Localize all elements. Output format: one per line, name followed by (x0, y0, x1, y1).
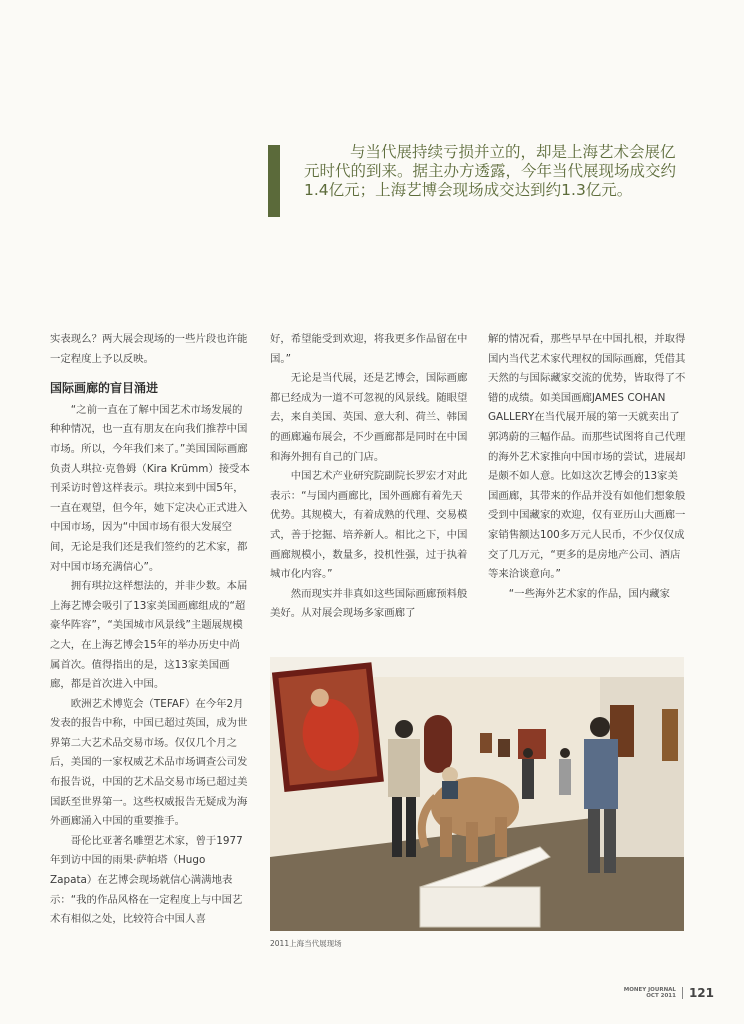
brand-line-2: OCT 2011 (646, 993, 676, 999)
column-3 (488, 330, 688, 604)
paragraph: “一些海外艺术家的作品，国内藏家 (508, 587, 671, 600)
page-number: 121 (688, 986, 714, 1000)
pull-quote-bar (268, 145, 280, 217)
paragraph: 解的情况看，那些早早在中国扎根，并取得国内当代艺术家代理权的国际画廊，凭借其天然的与国际藏家交流的优势，皆取得了不错的成绩。如美国画廊JAMES COHAN GALLERY在当代展开展的第一天就卖出了郭鸿蔚的三幅作品。而那些试图将自己代理的海外艺术家推向中国市场的尝试，进展却是颇不如人意。比如这次艺博会的13家美国画廊，其带来的作品并没有如他们想象般受到中国藏家的欢迎，仅有亚历山大画廊一家销售额达100多万元人民币，不少仅仅成交了几万元，“更多的是房地产公司、酒店等来洽谈意向。” (488, 333, 686, 581)
paragraph: 中国艺术产业研究院副院长罗宏才对此表示：“与国内画廊比，国外画廊有着先天优势。其规模大，有着成熟的代理、交易模式，善于挖掘、培养新人。相比之下，中国画廊规模小，数量多，投机性强，过于执着城市化内容。” (270, 470, 468, 581)
footer-divider (682, 987, 683, 999)
pull-quote: 与当代展持续亏损并立的，却是上海艺术会展亿元时代的到来。据主办方透露，今年当代展现场成交约1.4亿元；上海艺博会现场成交达到约1.3亿元。 (304, 143, 677, 199)
paragraph: 哥伦比亚著名雕塑艺术家，曾于1977年到访中国的雨果·萨帕塔（Hugo Zapata）在艺博会现场就信心满满地表示：“我的作品风格在一定程度上与中国艺术有相似之处，比较符合中国人喜 (50, 834, 243, 926)
magazine-brand (624, 987, 676, 999)
paragraph: 好，希望能受到欢迎，将我更多作品留在中国。” (270, 333, 468, 365)
paragraph: “之前一直在了解中国艺术市场发展的种种情况，也一直有朋友在向我们推荐中国市场。所以，今年我们来了。”美国国际画廊负责人琪拉·克鲁姆（Kira Krümm）接受本刊采访时曾这样表示。琪拉来到中国5年，一直在观望，但今年，她下定决心正式进入中国市场，因为“中国市场有很大发展空间，无论是我们还是我们签约的艺术家，都对中国市场充满信心”。 (50, 403, 250, 573)
photo-caption: 2011上海当代展现场 (270, 939, 342, 948)
column-2 (270, 330, 468, 624)
page-footer (624, 986, 714, 1000)
paragraph: 实表现么？两大展会现场的一些片段也许能一定程度上予以反映。 (50, 333, 248, 365)
paragraph: 欧洲艺术博览会（TEFAF）在今年2月发表的报告中称，中国已超过英国，成为世界第二大艺术品交易市场。仅仅几个月之后，美国的一家权威艺术品市场调查公司发布报告说，中国的艺术品交易市场已超过美国跃至世界第一。这些权威报告无疑成为海外画廊涌入中国的重要推手。 (50, 697, 248, 828)
paragraph: 拥有琪拉这样想法的，并非少数。本届上海艺博会吸引了13家美国画廊组成的“超豪华阵容”，“美国城市风景线”主题展规模之大，在上海艺博会15年的举办历史中尚属首次。值得指出的是，这13家美国画廊，都是首次进入中国。 (50, 580, 248, 691)
paragraph: 然而现实并非真如这些国际画廊预料般美好。从对展会现场多家画廊了 (270, 587, 468, 620)
brand-line-1: MONEY JOURNAL (623, 987, 676, 993)
section-heading: 国际画廊的盲目涌进 (50, 381, 159, 396)
paragraph: 无论是当代展，还是艺博会，国际画廊都已经成为一道不可忽视的风景线。随眼望去，来自美国、英国、意大利、荷兰、韩国的画廊遍布展会，不少画廊都是同时在中国和海外拥有自己的门店。 (270, 372, 468, 463)
exhibition-photo (270, 657, 684, 931)
column-1 (50, 330, 250, 930)
